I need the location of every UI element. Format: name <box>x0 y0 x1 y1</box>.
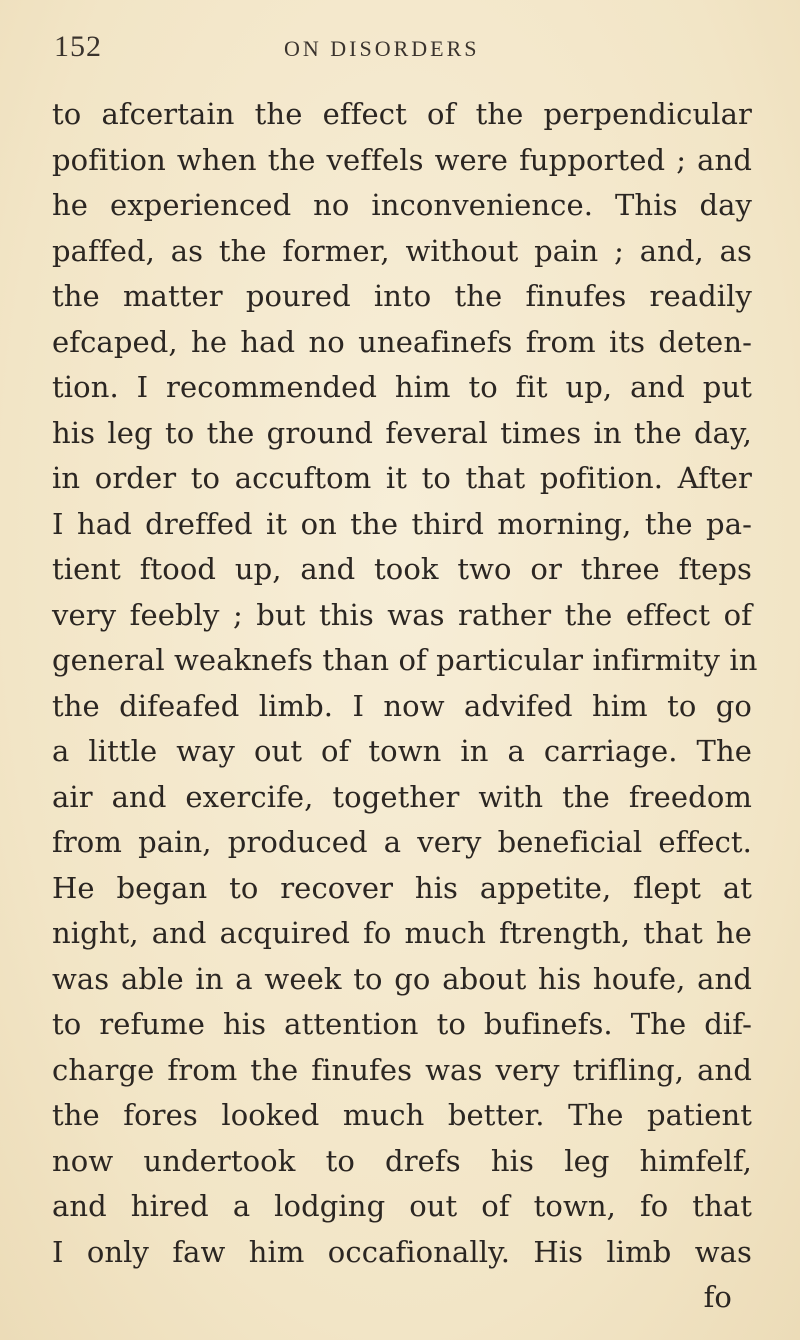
text-line: the matter poured into the finufes readily <box>52 279 752 313</box>
text-line: the fores looked much better. The patient <box>52 1098 752 1132</box>
text-line: and hired a lodging out of town, fo that <box>52 1189 752 1223</box>
text-line: to afcertain the effect of the perpendicular <box>52 97 752 131</box>
page-number: 152 <box>54 30 102 63</box>
catchword: fo <box>703 1280 732 1314</box>
text-line: the difeafed limb. I now advifed him to go <box>52 688 752 723</box>
text-line: to refume his attention to bufinefs. The dif- <box>52 1007 752 1041</box>
text-line: efcaped, he had no uneafinefs from its deten- <box>52 324 752 359</box>
text-line: very feebly ; but this was rather the effect of <box>52 597 752 632</box>
text-line: air and exercife, together with the freedom <box>52 779 752 814</box>
running-head <box>50 30 750 70</box>
text-line: He began to recover his appetite, flept at <box>52 870 752 905</box>
running-head-title: ON DISORDERS <box>284 36 480 61</box>
text-line: night, and acquired fo much ftrength, that he <box>52 916 752 950</box>
body-text <box>52 92 758 1321</box>
text-line: pofition when the veffels were fupported ; and <box>52 142 752 177</box>
text-line: I only faw him occafionally. His limb was <box>52 1234 752 1269</box>
text-line: a little way out of town in a carriage. The <box>52 734 752 768</box>
text-line: tion. I recommended him to fit up, and put <box>52 370 752 404</box>
text-line: in order to accuftom it to that pofition. After <box>52 461 752 495</box>
text-line: he experienced no inconvenience. This day <box>52 188 752 222</box>
text-line: general weaknefs than of particular infirmity in <box>52 643 758 677</box>
text-line: charge from the finufes was very trifling, and <box>52 1052 752 1087</box>
text-line: paffed, as the former, without pain ; and, as <box>52 233 752 268</box>
text-line: was able in a week to go about his houfe, and <box>52 961 752 996</box>
text-line: I had dreffed it on the third morning, the pa- <box>52 506 752 541</box>
text-line: now undertook to drefs his leg himfelf, <box>52 1143 752 1178</box>
text-line: from pain, produced a very beneficial effect. <box>52 825 752 859</box>
text-line: his leg to the ground feveral times in the day, <box>52 415 752 450</box>
text-line: tient ftood up, and took two or three fteps <box>52 552 752 586</box>
